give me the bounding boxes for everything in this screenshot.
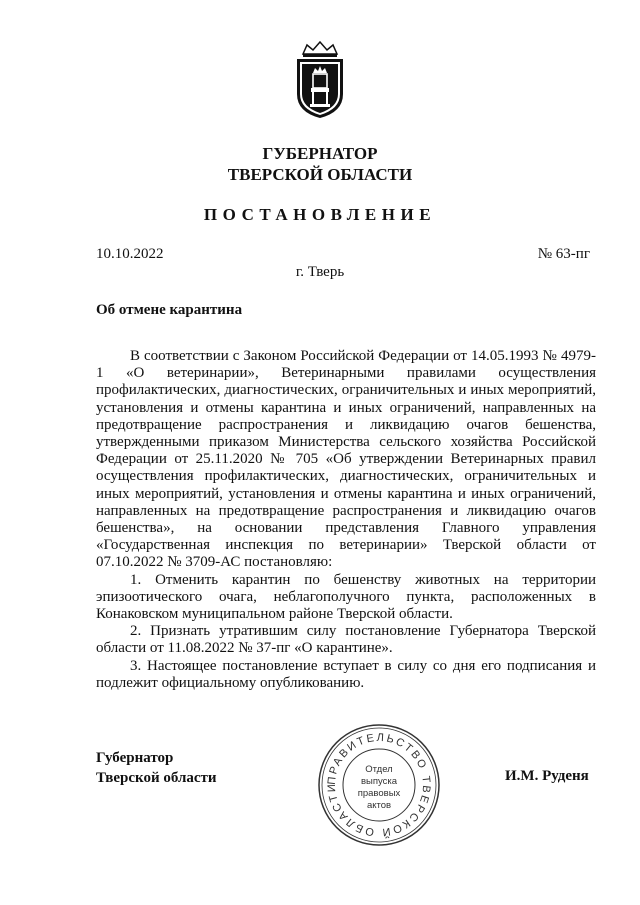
document-number: № 63-пг — [537, 246, 590, 262]
body-paragraph-3: 3. Настоящее постановление вступает в силу со дня его подписания и подлежит официальному опубликованию. — [96, 657, 596, 691]
tver-coat-of-arms-icon — [291, 40, 349, 120]
document-date: 10.10.2022 — [96, 246, 164, 262]
document-body — [96, 348, 596, 692]
stamp-line2: выпуска — [360, 776, 398, 787]
stamp-line1: Отдел — [365, 764, 393, 775]
stamp-ring-text: ПРАВИТЕЛЬСТВО ТВЕРСКОЙ ОБЛАСТИ — [325, 731, 433, 839]
document-subject: Об отмене карантина — [96, 302, 243, 318]
official-stamp — [316, 722, 442, 848]
signatory-name: И.М. Руденя — [505, 768, 589, 784]
document-type: ПОСТАНОВЛЕНИЕ — [203, 205, 437, 224]
issuer-title — [0, 143, 640, 185]
stamp-line4: актов — [366, 800, 392, 811]
signatory-position-line1: Губернатор — [96, 750, 174, 766]
body-paragraph-2: 2. Признать утратившим силу постановление Губернатора Тверской области от 11.08.2022 № 37-пг «О карантине». — [96, 623, 596, 657]
body-paragraph-preamble: В соответствии с Законом Российской Федерации от 14.05.1993 № 4979-1 «О ветеринарии», Ветеринарными правилами осуществления профилактических, диагностических, ограничительных и иных мероприятий, установления и отмены карантина и иных ограничений, направленных на предотвращение распространения и ликвидацию очагов бешенства, утвержденными приказом Министерства сельского хозяйства Российской Федерации от 25.11.2020 № 705 «Об утверждении Ветеринарных правил осуществления профилактических, диагностических, ограничительных и иных мероприятий, установления и отмены карантина и иных ограничений, направленных на предотвращение распространения и ликвидацию очагов бешенства», на основании представления Главного управления «Государственная инспекция по ветеринарии» Тверской области от 07.10.2022 № 3709-АС постановляю: — [96, 348, 596, 571]
issuer-title-line2: ТВЕРСКОЙ ОБЛАСТИ — [227, 165, 413, 184]
issuer-title-line1: ГУБЕРНАТОР — [262, 144, 378, 163]
stamp-line3: правовых — [357, 788, 401, 799]
document-city: г. Тверь — [295, 264, 345, 280]
signatory-position — [96, 748, 217, 788]
signatory-position-line2: Тверской области — [96, 770, 217, 786]
body-paragraph-1: 1. Отменить карантин по бешенству животных на территории эпизоотического очага, неблагополучного пункта, расположенных в Конаковском муниципальном районе Тверской области. — [96, 571, 596, 623]
